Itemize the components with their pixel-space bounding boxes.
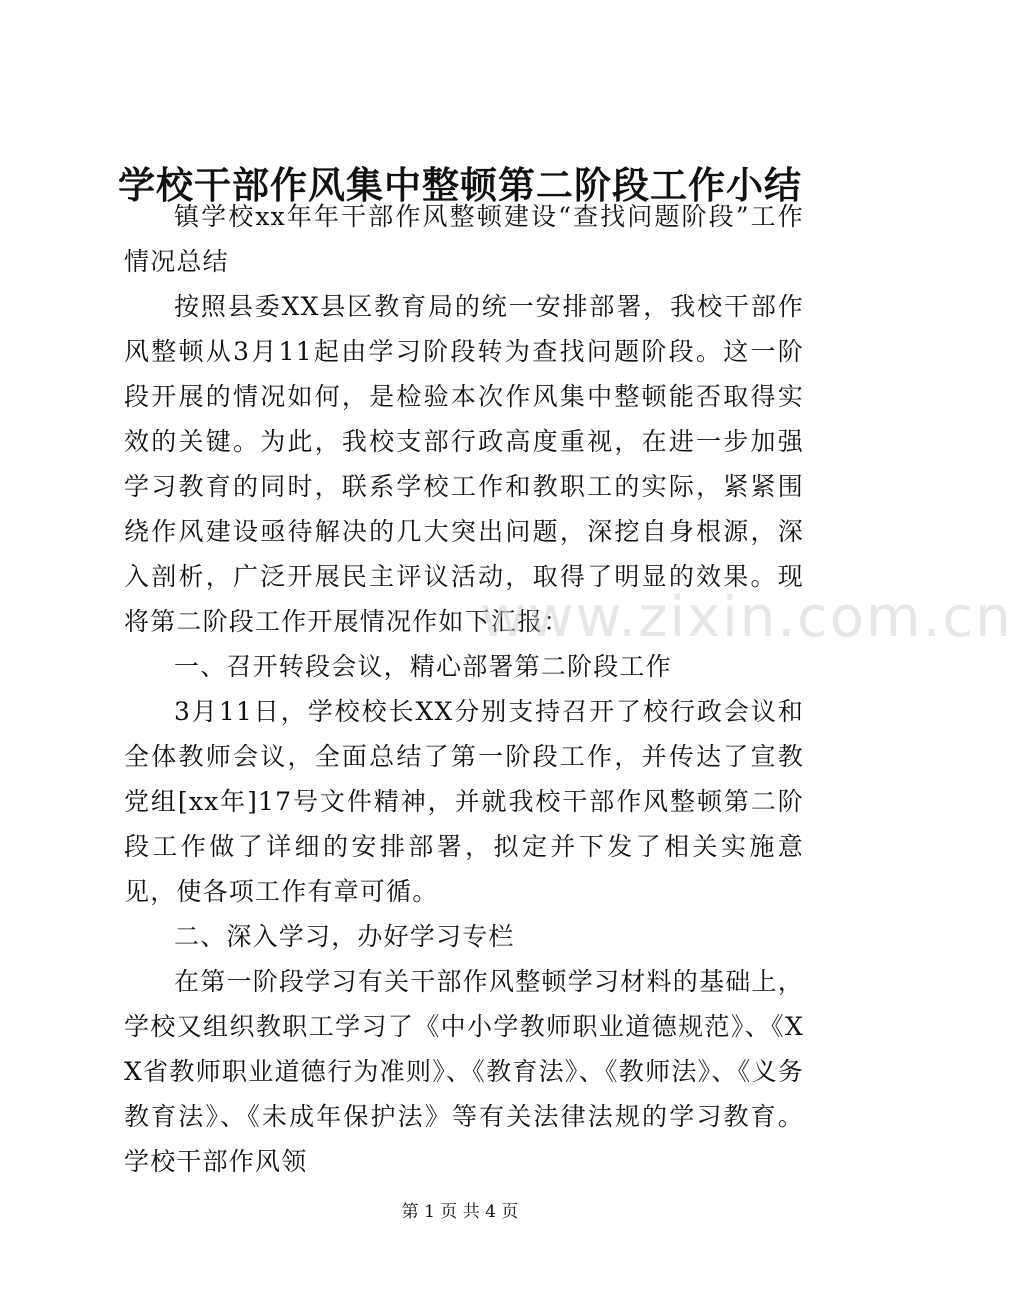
intro-paragraph: 按照县委XX县区教育局的统一安排部署，我校干部作风整顿从3月11起由学习阶段转为查找问题阶段。这一阶段开展的情况如何，是检验本次作风集中整顿能否取得实效的关键。为此，我校支部行政高度重视，在进一步加强学习教育的同时，联系学校工作和教职工的实际，紧紧围绕作风建设亟待解决的几大突出问题，深挖自身根源，深入剖析，广泛开展民主评议活动，取得了明显的效果。现将第二阶段工作开展情况作如下汇报： — [124, 292, 804, 636]
document-title: 学校干部作风集中整顿第二阶段工作小结 — [118, 164, 802, 207]
section-heading-2: 二、深入学习，办好学习专栏 — [174, 922, 515, 951]
document-body — [124, 194, 804, 1184]
page-footer: 第 1 页 共 4 页 — [401, 1202, 519, 1222]
section-1-paragraph: 3月11日，学校校长XX分别支持召开了校行政会议和全体教师会议，全面总结了第一阶段工作，并传达了宣教党组[xx年]17号文件精神，并就我校干部作风整顿第二阶段工作做了详细的安排部署，拟定并下发了相关实施意见，使各项工作有章可循。 — [124, 697, 804, 906]
section-heading-1: 一、召开转段会议，精心部署第二阶段工作 — [174, 652, 672, 681]
section-2-paragraph: 在第一阶段学习有关干部作风整顿学习材料的基础上，学校又组织教职工学习了《中小学教师职业道德规范》、《XX省教师职业道德行为准则》、《教育法》、《教师法》、《义务教育法》、《未成年保护法》等有关法律法规的学习教育。学校干部作风领 — [124, 967, 804, 1176]
watermark: www.zixin.com.cn — [480, 585, 1013, 650]
subtitle-paragraph: 镇学校xx年年干部作风整顿建设“查找问题阶段”工作情况总结 — [124, 202, 804, 276]
